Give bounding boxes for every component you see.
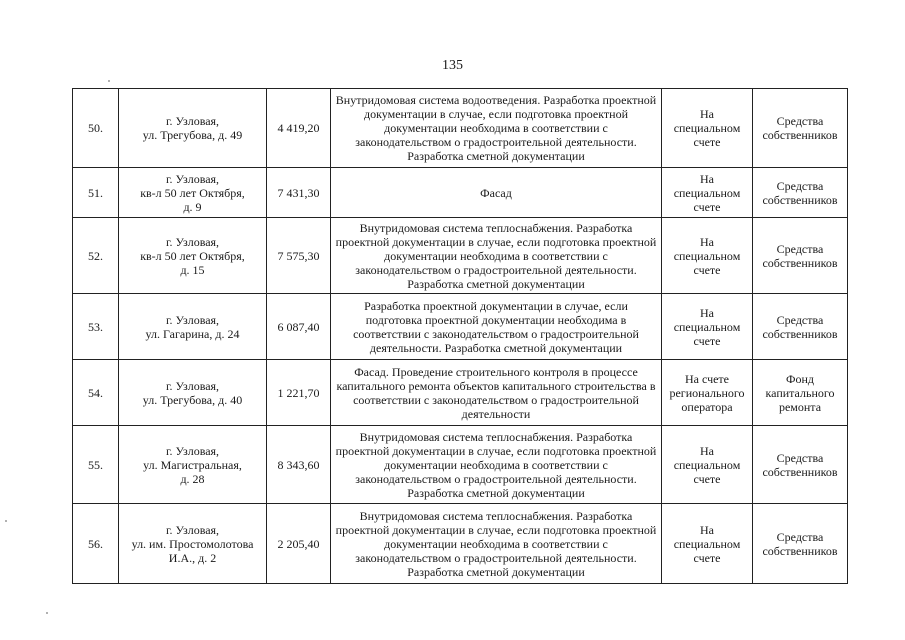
work-type-cell: Фасад bbox=[331, 168, 662, 218]
cost-cell: 1 221,70 bbox=[267, 360, 331, 426]
address-cell: г. Узловая, ул. им. Простомолотова И.А., д. 2 bbox=[119, 504, 267, 584]
row-number: 52. bbox=[73, 218, 119, 294]
table-row bbox=[73, 426, 848, 504]
scan-speck bbox=[5, 520, 7, 522]
table-row bbox=[73, 168, 848, 218]
table-row bbox=[73, 504, 848, 584]
funding-source-cell: Средства собственников bbox=[753, 218, 848, 294]
row-number: 56. bbox=[73, 504, 119, 584]
address-cell: г. Узловая, ул. Трегубова, д. 49 bbox=[119, 89, 267, 168]
row-number: 53. bbox=[73, 294, 119, 360]
row-number: 55. bbox=[73, 426, 119, 504]
work-type-cell: Внутридомовая система теплоснабжения. Разработка проектной документации в случае, если подготовка проектной документации необходима в соответствии с законодательством о градостроительной деятельности. Разработка сметной документации bbox=[331, 426, 662, 504]
address-cell: г. Узловая, ул. Гагарина, д. 24 bbox=[119, 294, 267, 360]
address-cell: г. Узловая, кв-л 50 лет Октября, д. 9 bbox=[119, 168, 267, 218]
cost-cell: 2 205,40 bbox=[267, 504, 331, 584]
account-cell: На специальном счете bbox=[662, 504, 753, 584]
address-cell: г. Узловая, ул. Трегубова, д. 40 bbox=[119, 360, 267, 426]
row-number: 51. bbox=[73, 168, 119, 218]
account-cell: На специальном счете bbox=[662, 168, 753, 218]
row-number: 54. bbox=[73, 360, 119, 426]
row-number: 50. bbox=[73, 89, 119, 168]
funding-source-cell: Средства собственников bbox=[753, 168, 848, 218]
account-cell: На специальном счете bbox=[662, 89, 753, 168]
account-cell: На специальном счете bbox=[662, 294, 753, 360]
cost-cell: 6 087,40 bbox=[267, 294, 331, 360]
cost-cell: 8 343,60 bbox=[267, 426, 331, 504]
address-cell: г. Узловая, ул. Магистральная, д. 28 bbox=[119, 426, 267, 504]
work-type-cell: Разработка проектной документации в случае, если подготовка проектной документации необходима в соответствии с законодательством о градостроительной деятельности. Разработка сметной документации bbox=[331, 294, 662, 360]
account-cell: На специальном счете bbox=[662, 218, 753, 294]
work-type-cell: Фасад. Проведение строительного контроля в процессе капитального ремонта объектов капитального строительства в соответствии с законодательством о градостроительной деятельности bbox=[331, 360, 662, 426]
cost-cell: 7 431,30 bbox=[267, 168, 331, 218]
funding-source-cell: Средства собственников bbox=[753, 294, 848, 360]
funding-source-cell: Средства собственников bbox=[753, 426, 848, 504]
funding-source-cell: Средства собственников bbox=[753, 89, 848, 168]
funding-source-cell: Фонд капитального ремонта bbox=[753, 360, 848, 426]
table-row bbox=[73, 360, 848, 426]
scan-speck bbox=[46, 612, 48, 614]
cost-cell: 4 419,20 bbox=[267, 89, 331, 168]
work-list-table bbox=[72, 88, 848, 584]
table-row bbox=[73, 89, 848, 168]
work-type-cell: Внутридомовая система теплоснабжения. Разработка проектной документации в случае, если подготовка проектной документации необходима в соответствии с законодательством о градостроительной деятельности. Разработка сметной документации bbox=[331, 504, 662, 584]
work-type-cell: Внутридомовая система теплоснабжения. Разработка проектной документации в случае, если подготовка проектной документации необходима в соответствии с законодательством о градостроительной деятельности. Разработка сметной документации bbox=[331, 218, 662, 294]
work-type-cell: Внутридомовая система водоотведения. Разработка проектной документации в случае, если подготовка проектной документации необходима в соответствии с законодательством о градостроительной деятельности. Разработка сметной документации bbox=[331, 89, 662, 168]
address-cell: г. Узловая, кв-л 50 лет Октября, д. 15 bbox=[119, 218, 267, 294]
account-cell: На счете регионального оператора bbox=[662, 360, 753, 426]
table-row bbox=[73, 218, 848, 294]
page-number: 135 bbox=[442, 58, 463, 73]
cost-cell: 7 575,30 bbox=[267, 218, 331, 294]
scan-speck bbox=[108, 80, 110, 82]
funding-source-cell: Средства собственников bbox=[753, 504, 848, 584]
table-row bbox=[73, 294, 848, 360]
account-cell: На специальном счете bbox=[662, 426, 753, 504]
